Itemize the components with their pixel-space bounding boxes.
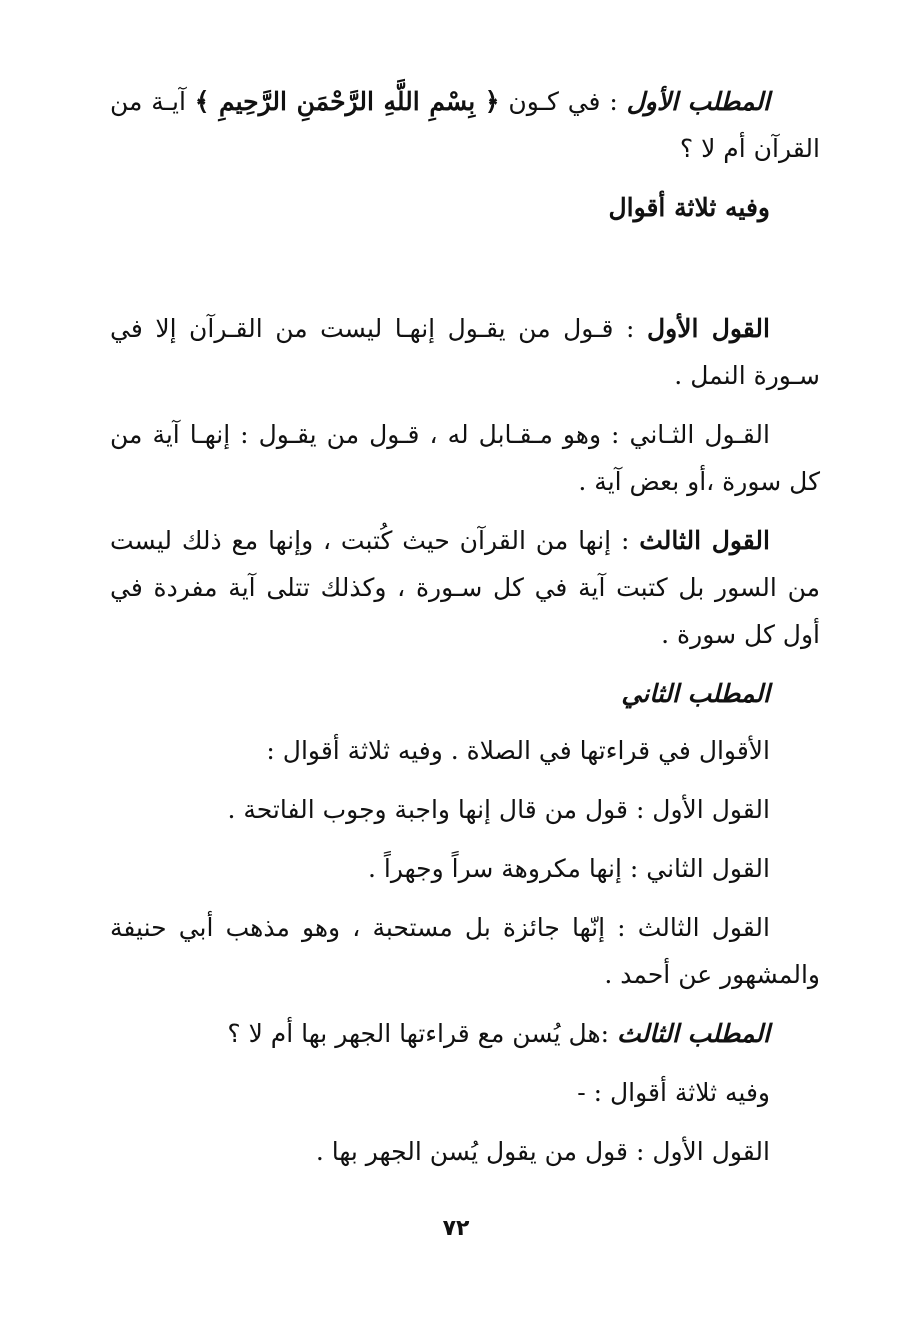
- heading-first-matlab: المطلب الأول: [626, 87, 771, 116]
- heading-third-matlab: المطلب الثالث: [617, 1019, 770, 1048]
- paragraph-text: : إنها من القرآن حيث كُتبت ، وإنها مع ذلك ليست من السور بل كتبت آية في كل سـورة ، وكذلك تتلى آية مفردة في أول كل سورة .: [110, 526, 820, 649]
- paragraph-text: : في كـون: [499, 87, 627, 116]
- paragraph-first-opinion: [110, 305, 820, 399]
- paragraph-three-opinions: وفيه ثلاثة أقوال : -: [577, 1078, 770, 1107]
- paragraph-prayer-opinions: الأقوال في قراءتها في الصلاة . وفيه ثلاثة أقوال :: [266, 736, 770, 765]
- paragraph-second-opinion: القـول الثـاني : وهو مـقـابل له ، قـول من يقـول : إنهـا آية من كل سورة ،أو بعض آية .: [110, 420, 820, 496]
- paragraph-text: : قـول من يقـول إنهـا ليست من القـرآن إلا في سـورة النمل .: [110, 314, 820, 390]
- paragraph-text: آيـة من القرآن أم لا ؟: [110, 87, 820, 163]
- page-number: ٧٢: [442, 1216, 470, 1241]
- three-opinions-heading: وفيه ثلاثة أقوال: [608, 193, 770, 222]
- paragraph-first-matlab: [110, 78, 820, 172]
- page-body: [110, 78, 820, 1187]
- paragraph-prayer-second: القول الثاني : إنها مكروهة سراً وجهراً .: [368, 854, 770, 883]
- paragraph-prayer-third: القول الثالث : إنّها جائزة بل مستحبة ، وهو مذهب أبي حنيفة والمشهور عن أحمد .: [110, 913, 820, 989]
- paragraph-jahr-first: القول الأول : قول من يقول يُسن الجهر بها .: [315, 1137, 770, 1166]
- paragraph-third-opinion: [110, 517, 820, 658]
- basmala-quote: ﴿ بِسْمِ اللَّهِ الرَّحْمَنِ الرَّحِيمِ ﴾: [194, 87, 500, 116]
- paragraph-third-matlab: [110, 1010, 820, 1057]
- heading-second-matlab: المطلب الثاني: [621, 679, 770, 708]
- heading-first-opinion: القول الأول: [646, 314, 770, 343]
- paragraph-text: :هل يُسن مع قراءتها الجهر بها أم لا ؟: [227, 1019, 618, 1048]
- heading-third-opinion: القول الثالث: [639, 526, 770, 555]
- paragraph-prayer-first: القول الأول : قول من قال إنها واجبة وجوب الفاتحة .: [227, 795, 770, 824]
